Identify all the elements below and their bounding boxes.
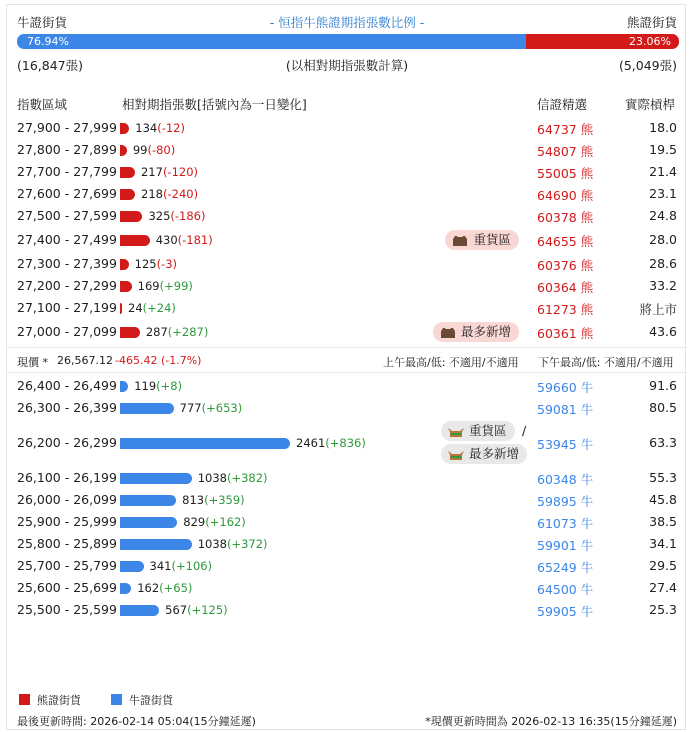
- effective-leverage: 34.1: [649, 536, 677, 551]
- bear-bar: [120, 259, 129, 270]
- bear-ratio-fill: 23.06%: [526, 34, 679, 49]
- bear-row: [7, 183, 687, 205]
- bull-bar: [120, 495, 176, 506]
- daily-change: (-120): [162, 164, 199, 179]
- effective-leverage: 91.6: [649, 378, 677, 393]
- daily-change: (-186): [170, 208, 206, 223]
- daily-change: (-12): [157, 120, 185, 135]
- bear-outstanding-label: 熊證街貨: [626, 15, 677, 30]
- count-value: 125: [134, 256, 157, 271]
- warrant-code-link[interactable]: 54807 熊: [537, 144, 594, 159]
- effective-leverage: 63.3: [649, 435, 677, 450]
- daily-change: (+359): [204, 492, 245, 507]
- bear-row: [7, 227, 687, 253]
- count-value: 1038: [197, 470, 227, 485]
- effective-leverage: 45.8: [649, 492, 677, 507]
- index-range: 27,000 - 27,099: [17, 324, 117, 339]
- effective-leverage: 33.2: [649, 278, 677, 293]
- index-range: 26,000 - 26,099: [17, 492, 117, 507]
- daily-change: (+372): [226, 536, 268, 551]
- daily-change: (-3): [156, 256, 178, 271]
- col-header-leverage: 實際槓桿: [624, 97, 675, 112]
- count-value: 99: [132, 142, 148, 157]
- bull-row: [7, 577, 687, 599]
- bull-outstanding-label: 牛證街貨: [17, 15, 68, 30]
- index-range: 26,300 - 26,399: [17, 400, 117, 415]
- warrant-code-link[interactable]: 59895 牛: [537, 494, 594, 509]
- count-value: 1038: [197, 536, 227, 551]
- bear-icon: [439, 327, 457, 339]
- index-range: 27,600 - 27,699: [17, 186, 117, 201]
- count-value: 567: [165, 602, 188, 617]
- bull-row: [7, 511, 687, 533]
- legend-bear-swatch: [19, 694, 30, 705]
- contract-count: [198, 471, 268, 485]
- last-updated: 最後更新時間: 2026-02-14 05:04(15分鐘延遲): [17, 715, 256, 728]
- col-header-range: 指數區域: [17, 97, 68, 112]
- bear-bar: [120, 235, 150, 246]
- index-range: 27,200 - 27,299: [17, 278, 117, 293]
- bull-icon: [447, 449, 465, 461]
- contract-count: [138, 279, 193, 293]
- current-price: 26,567.12: [57, 354, 113, 367]
- bear-bar: [120, 327, 140, 338]
- effective-leverage: 28.6: [649, 256, 677, 271]
- warrant-code-link[interactable]: 53945 牛: [537, 437, 594, 452]
- count-value: 813: [182, 492, 205, 507]
- count-value: 430: [155, 232, 178, 247]
- daily-change: (+24): [142, 300, 176, 315]
- warrant-code-link[interactable]: 59660 牛: [537, 380, 594, 395]
- index-range: 25,500 - 25,599: [17, 602, 117, 617]
- price-update-note: *現價更新時間為 2026-02-13 16:35(15分鐘延遲): [425, 715, 677, 728]
- bull-bar: [120, 561, 144, 572]
- effective-leverage: 80.5: [649, 400, 677, 415]
- daily-change: (+382): [226, 470, 268, 485]
- current-price-change: -465.42 (-1.7%): [115, 354, 202, 367]
- cbbc-ratio-panel: [6, 4, 686, 730]
- bear-bar: [120, 211, 142, 222]
- count-value: 134: [135, 120, 158, 135]
- warrant-code-link[interactable]: 60376 熊: [537, 258, 594, 273]
- contract-count: [150, 559, 213, 573]
- effective-leverage: 24.8: [649, 208, 677, 223]
- index-range: 25,700 - 25,799: [17, 558, 117, 573]
- bull-row: [7, 599, 687, 621]
- bear-row: [7, 117, 687, 139]
- contract-count: [135, 257, 177, 271]
- bull-bar: [120, 539, 192, 550]
- contract-count: [146, 325, 209, 339]
- contract-count: [141, 187, 198, 201]
- warrant-code-link[interactable]: 60361 熊: [537, 326, 594, 341]
- daily-change: (+287): [167, 324, 209, 339]
- warrant-code-link[interactable]: 61073 牛: [537, 516, 594, 531]
- bear-bar: [120, 303, 122, 314]
- warrant-code-link[interactable]: 64655 熊: [537, 234, 594, 249]
- index-range: 25,900 - 25,999: [17, 514, 117, 529]
- bull-row: [7, 375, 687, 397]
- bear-bar: [120, 145, 127, 156]
- current-price-label: 現價 *: [17, 356, 48, 369]
- warrant-code-link[interactable]: 60364 熊: [537, 280, 594, 295]
- bull-bar: [120, 403, 174, 414]
- index-range: 27,900 - 27,999: [17, 120, 117, 135]
- daily-change: (+836): [325, 435, 366, 450]
- effective-leverage: 23.1: [649, 186, 677, 201]
- warrant-code-link[interactable]: 64737 熊: [537, 122, 594, 137]
- daily-change: (+125): [187, 602, 228, 617]
- contract-count: [165, 603, 228, 617]
- index-range: 26,100 - 26,199: [17, 470, 117, 485]
- bear-bar: [120, 167, 135, 178]
- bull-bar: [120, 473, 192, 484]
- col-header-code: 信證精選: [537, 97, 588, 112]
- daily-change: (-240): [163, 186, 199, 201]
- daily-change: (-80): [147, 142, 176, 157]
- contract-count: [135, 121, 185, 135]
- bear-bar: [120, 281, 132, 292]
- daily-change: (+653): [201, 400, 243, 415]
- index-range: 26,200 - 26,299: [17, 435, 117, 450]
- bear-bar: [120, 123, 129, 134]
- bull-row: [7, 419, 687, 467]
- bear-row: [7, 161, 687, 183]
- contract-count: [148, 209, 205, 223]
- bear-row: [7, 205, 687, 227]
- index-range: 26,400 - 26,499: [17, 378, 117, 393]
- count-value: 24: [128, 300, 143, 315]
- daily-change: (+99): [159, 278, 193, 293]
- bull-bear-ratio-bar: [17, 34, 679, 49]
- contract-count: [156, 233, 213, 247]
- bull-count: (16,847張): [17, 58, 83, 73]
- legend-bear-label: 熊證街貨: [37, 694, 81, 707]
- contract-count: [128, 301, 176, 315]
- bear-row: [7, 297, 687, 319]
- bull-row: [7, 397, 687, 419]
- legend-bull-label: 牛證街貨: [129, 694, 173, 707]
- col-header-count: 相對期指張數[括號內為一日變化]: [122, 97, 307, 112]
- pm-high-low: 下午最高/低: 不適用/不適用: [538, 356, 674, 369]
- contract-count: [141, 165, 198, 179]
- bear-row: [7, 139, 687, 161]
- bull-icon: [447, 426, 465, 438]
- warrant-code-link[interactable]: 60378 熊: [537, 210, 594, 225]
- count-value: 119: [134, 378, 157, 393]
- count-value: 162: [137, 580, 160, 595]
- index-range: 27,700 - 27,799: [17, 164, 117, 179]
- bull-row: [7, 533, 687, 555]
- index-range: 27,500 - 27,599: [17, 208, 117, 223]
- warrant-code-link[interactable]: 65249 牛: [537, 560, 594, 575]
- tag-badge: 重貨區: [445, 230, 519, 250]
- contract-count: [180, 401, 243, 415]
- warrant-code-link[interactable]: 64690 熊: [537, 188, 594, 203]
- index-range: 25,800 - 25,899: [17, 536, 117, 551]
- legend-bull-swatch: [111, 694, 122, 705]
- count-value: 777: [179, 400, 202, 415]
- effective-leverage: 27.4: [649, 580, 677, 595]
- warrant-code-link[interactable]: 64500 牛: [537, 582, 594, 597]
- effective-leverage: 將上市: [639, 302, 677, 317]
- bull-bar: [120, 583, 131, 594]
- current-price-row: [7, 347, 687, 373]
- index-range: 27,300 - 27,399: [17, 256, 117, 271]
- effective-leverage: 28.0: [649, 232, 677, 247]
- effective-leverage: 21.4: [649, 164, 677, 179]
- bull-bar: [120, 438, 290, 449]
- effective-leverage: 38.5: [649, 514, 677, 529]
- tag-badge: 重貨區: [441, 421, 515, 441]
- daily-change: (+65): [159, 580, 193, 595]
- contract-count: [198, 537, 268, 551]
- bear-row: [7, 253, 687, 275]
- daily-change: (+162): [205, 514, 246, 529]
- warrant-code-link[interactable]: 55005 熊: [537, 166, 594, 181]
- bull-bar: [120, 381, 128, 392]
- warrant-code-link[interactable]: 59081 牛: [537, 402, 594, 417]
- count-value: 2461: [296, 435, 326, 450]
- bear-count: (5,049張): [618, 58, 677, 73]
- warrant-code-link[interactable]: 61273 熊: [537, 302, 594, 317]
- bull-row: [7, 467, 687, 489]
- warrant-code-link[interactable]: 59905 牛: [537, 604, 594, 619]
- index-range: 27,100 - 27,199: [17, 300, 117, 315]
- count-value: 829: [183, 514, 206, 529]
- count-value: 169: [137, 278, 160, 293]
- warrant-code-link[interactable]: 60348 牛: [537, 472, 594, 487]
- bull-row: [7, 489, 687, 511]
- daily-change: (-181): [177, 232, 213, 247]
- count-value: 287: [145, 324, 168, 339]
- bull-bar: [120, 605, 159, 616]
- bear-row: [7, 275, 687, 297]
- index-range: 27,400 - 27,499: [17, 232, 117, 247]
- effective-leverage: 25.3: [649, 602, 677, 617]
- index-range: 25,600 - 25,699: [17, 580, 117, 595]
- contract-count: [182, 493, 245, 507]
- bear-bar: [120, 189, 135, 200]
- effective-leverage: 43.6: [649, 324, 677, 339]
- effective-leverage: 19.5: [649, 142, 677, 157]
- bull-row: [7, 555, 687, 577]
- effective-leverage: 18.0: [649, 120, 677, 135]
- contract-count: [137, 581, 192, 595]
- bull-bar: [120, 517, 177, 528]
- tag-separator: /: [522, 423, 527, 438]
- count-value: 325: [148, 208, 171, 223]
- index-range: 27,800 - 27,899: [17, 142, 117, 157]
- count-value: 217: [140, 164, 163, 179]
- bull-ratio-fill: 76.94%: [17, 34, 526, 49]
- contract-count: [134, 379, 182, 393]
- effective-leverage: 29.5: [649, 558, 677, 573]
- warrant-code-link[interactable]: 59901 牛: [537, 538, 594, 553]
- contract-count: [296, 436, 366, 450]
- contract-count: [133, 143, 175, 157]
- count-note: (以相對期指張數計算): [285, 58, 409, 73]
- effective-leverage: 55.3: [649, 470, 677, 485]
- bear-row: [7, 319, 687, 345]
- tag-badge: 最多新增: [433, 322, 519, 342]
- tag-badge: 最多新增: [441, 444, 527, 464]
- count-value: 341: [149, 558, 172, 573]
- count-value: 218: [141, 186, 163, 201]
- bear-icon: [451, 235, 469, 247]
- contract-count: [183, 515, 246, 529]
- daily-change: (+106): [171, 558, 213, 573]
- panel-title: - 恒指牛熊證期指張數比例 -: [269, 15, 425, 30]
- am-high-low: 上午最高/低: 不適用/不適用: [383, 356, 519, 369]
- daily-change: (+8): [156, 378, 183, 393]
